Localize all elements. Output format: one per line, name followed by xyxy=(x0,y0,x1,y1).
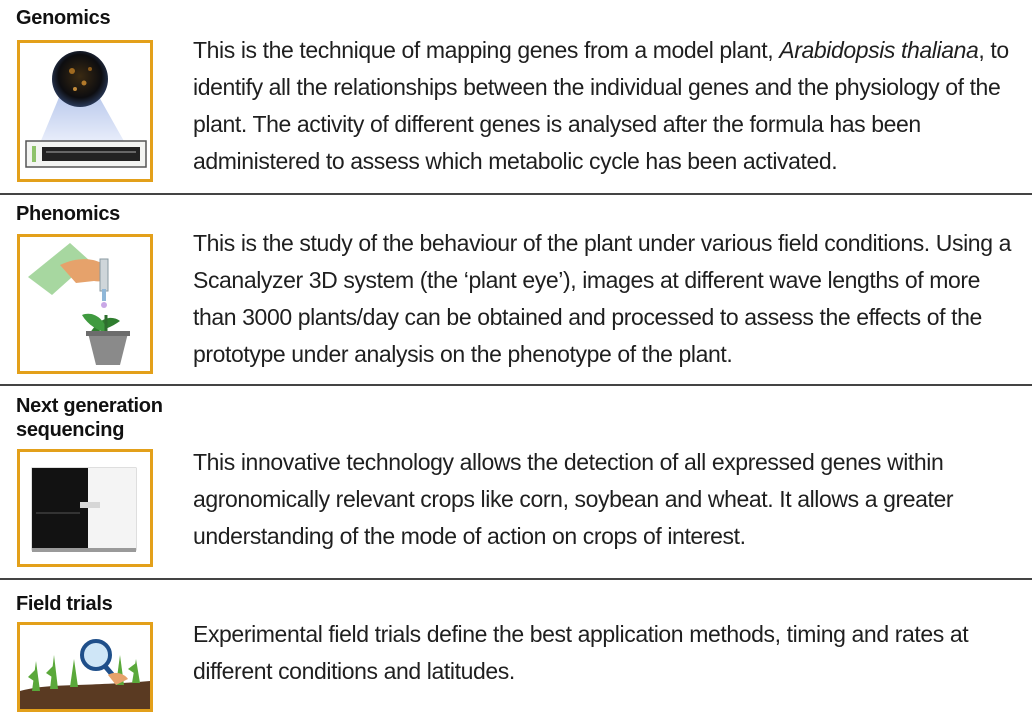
field-trials-description: Experimental field trials define the best application methods, timing and rates at different conditions and latitudes. xyxy=(193,621,969,684)
section-divider xyxy=(0,193,1032,195)
sequencing-heading xyxy=(16,394,163,442)
phenomics-heading: Phenomics xyxy=(16,203,120,225)
genomics-heading: Genomics xyxy=(16,7,111,29)
genomics-text-part-1: This is the technique of mapping genes from a model plant, xyxy=(193,37,780,63)
sequencing-heading-line-1: Next generation xyxy=(16,395,163,417)
field-trials-image xyxy=(17,622,153,712)
genomics-text-part-2: , to identify all the relationships between the individual genes and the physiology of the plant. The activity of different genes is analysed after the formula has been administered to assess which metabolic cycle has been activated. xyxy=(193,37,1009,174)
sequencing-image xyxy=(17,449,153,567)
section-divider xyxy=(0,578,1032,580)
sequencer-machine-icon xyxy=(20,452,150,564)
genomics-description xyxy=(193,32,1023,180)
phenomics-description: This is the study of the behaviour of the plant under various field conditions. Using a Scanalyzer 3D system (the ‘plant eye’), images at different wave lengths of more than 3000 plants/day can be obtained and processed to assess the effects of the prototype under analysis on the phenotype of the plant. xyxy=(193,230,1011,367)
hand-pipette-plant-icon xyxy=(20,237,150,371)
genomics-image xyxy=(17,40,153,182)
genomics-microarray-icon xyxy=(20,43,150,179)
sequencing-description: This innovative technology allows the detection of all expressed genes within agronomically relevant crops like corn, soybean and wheat. It allows a greater understanding of the mode of action on crops of interest. xyxy=(193,449,954,549)
section-divider xyxy=(0,384,1032,386)
sequencing-heading-line-2: sequencing xyxy=(16,419,125,441)
phenomics-image xyxy=(17,234,153,374)
genomics-species-name: Arabidopsis thaliana xyxy=(779,37,979,63)
field-trials-heading: Field trials xyxy=(16,593,113,615)
field-magnifier-icon xyxy=(20,625,150,709)
